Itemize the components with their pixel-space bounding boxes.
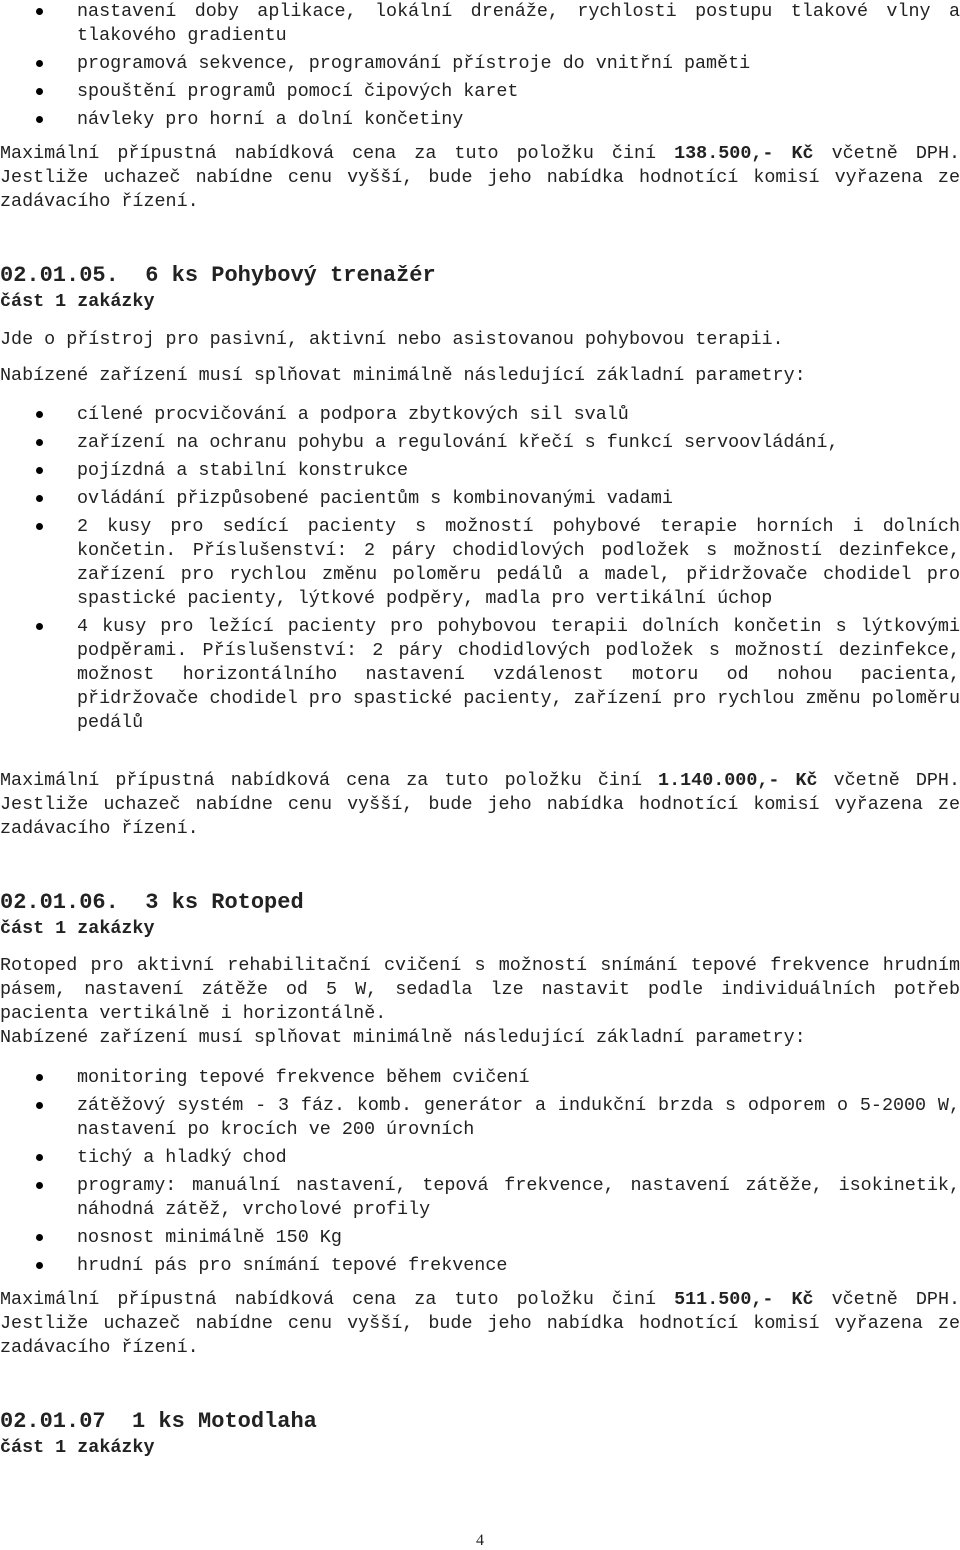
section-part: část 1 zakázky bbox=[0, 291, 155, 312]
section-number: 02.01.06. bbox=[0, 890, 119, 915]
section-part: část 1 zakázky bbox=[0, 1437, 155, 1458]
section-part: část 1 zakázky bbox=[0, 918, 155, 939]
price-text: včetně DPH. Jestliže uchazeč nabídne cenu vyšší, bude jeho nabídka hodnotící komisí vyřazena ze zadávacího řízení. bbox=[0, 770, 960, 839]
list-item: monitoring tepové frekvence během cvičení bbox=[0, 1066, 960, 1090]
list-item: cílené procvičování a podpora zbytkových sil svalů bbox=[0, 403, 960, 427]
section-title: 6 ks Pohybový trenažér bbox=[145, 263, 436, 288]
page-number: 4 bbox=[476, 1532, 484, 1549]
list-item: návleky pro horní a dolní končetiny bbox=[0, 108, 960, 132]
list-item: spouštění programů pomocí čipových karet bbox=[0, 80, 960, 104]
list-item: programová sekvence, programování přístroje do vnitřní paměti bbox=[0, 52, 960, 76]
top-feature-list bbox=[0, 0, 960, 132]
section-number: 02.01.05. bbox=[0, 263, 119, 288]
price-text: včetně DPH. Jestliže uchazeč nabídne cenu vyšší, bude jeho nabídka hodnotící komisí vyřazena ze zadávacího řízení. bbox=[0, 1289, 960, 1358]
section-title: 1 ks Motodlaha bbox=[132, 1409, 317, 1434]
list-item: 4 kusy pro ležící pacienty pro pohybovou terapii dolních končetin s lýtkovými podpěrami. Příslušenství: 2 páry chodidlových podložek s možností dezinfekce, možnost horizontálního nastavení vzdálenost motoru od nohou pacienta, přidržovače chodidel pro spastické pacienty, zařízení pro rychlou změnu poloměru pedálů bbox=[0, 615, 960, 735]
price-paragraph bbox=[0, 1288, 960, 1360]
list-item: zátěžový systém - 3 fáz. komb. generátor a indukční brzda s odporem o 5-2000 W, nastavení po krocích ve 200 úrovních bbox=[0, 1094, 960, 1142]
parameter-list bbox=[0, 403, 960, 735]
requirements-line: Nabízené zařízení musí splňovat minimálně následující základní parametry: bbox=[0, 1027, 806, 1048]
price-amount: 511.500,- Kč bbox=[674, 1289, 814, 1310]
list-item: tichý a hladký chod bbox=[0, 1146, 960, 1170]
list-item: 2 kusy pro sedící pacienty s možností pohybové terapie horních i dolních končetin. Příslušenství: 2 páry chodidlových podložek s možností dezinfekce, zařízení pro rychlou změnu poloměru pedálů a madel, přidržovače chodidel pro spastické pacienty, lýtkové podpěry, madla pro vertikální úchop bbox=[0, 515, 960, 611]
price-text: Maximální přípustná nabídková cena za tuto položku činí bbox=[0, 770, 659, 791]
section-heading bbox=[0, 263, 436, 289]
section-intro: Rotoped pro aktivní rehabilitační cvičení s možností snímání tepové frekvence hrudním pásem, nastavení zátěže od 5 W, sedadla lze nastavit podle individuálních potřeb pacienta vertikálně i horizontálně. bbox=[0, 955, 960, 1024]
price-paragraph bbox=[0, 142, 960, 214]
list-item: zařízení na ochranu pohybu a regulování křečí s funkcí servoovládání, bbox=[0, 431, 960, 455]
requirements-line: Nabízené zařízení musí splňovat minimálně následující základní parametry: bbox=[0, 365, 806, 386]
section-number: 02.01.07 bbox=[0, 1409, 106, 1434]
list-item: ovládání přizpůsobené pacientům s kombinovanými vadami bbox=[0, 487, 960, 511]
section-heading bbox=[0, 1409, 317, 1435]
price-text: Maximální přípustná nabídková cena za tuto položku činí bbox=[0, 143, 675, 164]
list-item: nosnost minimálně 150 Kg bbox=[0, 1226, 960, 1250]
parameter-list bbox=[0, 1066, 960, 1278]
price-text: Maximální přípustná nabídková cena za tuto položku činí bbox=[0, 1289, 675, 1310]
price-amount: 138.500,- Kč bbox=[674, 143, 814, 164]
price-amount: 1.140.000,- Kč bbox=[658, 770, 818, 791]
list-item: programy: manuální nastavení, tepová frekvence, nastavení zátěže, isokinetik, náhodná zátěž, vrcholové profily bbox=[0, 1174, 960, 1222]
price-text: včetně DPH. Jestliže uchazeč nabídne cenu vyšší, bude jeho nabídka hodnotící komisí vyřazena ze zadávacího řízení. bbox=[0, 143, 960, 212]
section-intro: Jde o přístroj pro pasivní, aktivní nebo asistovanou pohybovou terapii. bbox=[0, 329, 784, 350]
section-heading bbox=[0, 890, 304, 916]
list-item: hrudní pás pro snímání tepové frekvence bbox=[0, 1254, 960, 1278]
list-item: nastavení doby aplikace, lokální drenáže, rychlosti postupu tlakové vlny a tlakového gradientu bbox=[0, 0, 960, 48]
price-paragraph bbox=[0, 769, 960, 841]
section-title: 3 ks Rotoped bbox=[145, 890, 304, 915]
list-item: pojízdná a stabilní konstrukce bbox=[0, 459, 960, 483]
